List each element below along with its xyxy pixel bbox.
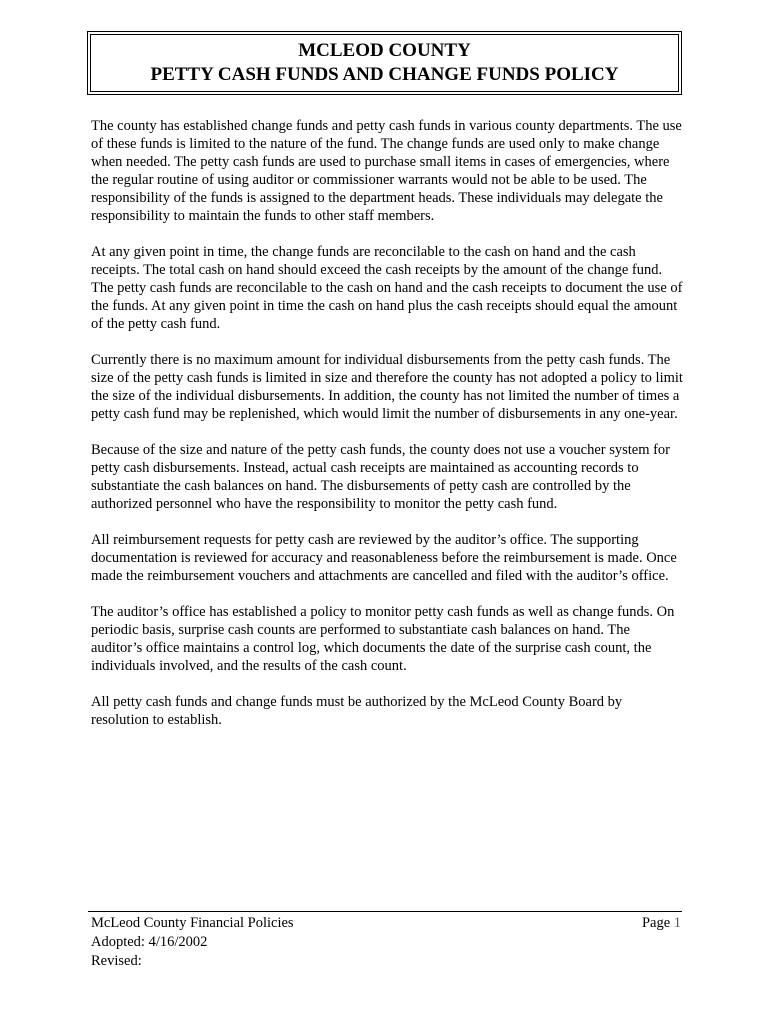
paragraph-reconciliation: At any given point in time, the change funds are reconcilable to the cash on hand and the cash receipts. The total cash on hand should exceed the cash receipts by the amount of the change fund. The petty cash funds are reconcilable to the cash on hand and the cash receipts to document the use of the funds. At any given point in time the cash on hand plus the cash receipts should equal the amount of the petty cash fund. <box>91 244 683 332</box>
page-number: 1 <box>673 915 681 931</box>
footer-row-top <box>91 914 681 933</box>
title-policy: PETTY CASH FUNDS AND CHANGE FUNDS POLICY <box>150 64 619 85</box>
paragraph-monitoring: The auditor’s office has established a policy to monitor petty cash funds as well as change funds. On periodic basis, surprise cash counts are performed to substantiate cash balances on hand. The auditor’s office maintains a control log, which documents the date of the surprise cash count, the individuals involved, and the results of the cash count. <box>91 604 675 674</box>
policy-body <box>91 117 683 747</box>
paragraph-voucher-system: Because of the size and nature of the petty cash funds, the county does not use a voucher system for petty cash disbursements. Instead, actual cash receipts are maintained as accounting records to substantiate the cash balances on hand. The disbursements of petty cash are controlled by the authorized personnel who have the responsibility to monitor the petty cash fund. <box>91 442 671 512</box>
paragraph-fund-overview: The county has established change funds and petty cash funds in various county departments. The use of these funds is limited to the nature of the fund. The change funds are used only to make change when needed. The petty cash funds are used to purchase small items in cases of emergencies, where the regular routine of using auditor or commissioner warrants would not be able to be used. The responsibility of the funds is assigned to the department heads. These individuals may delegate the responsibility to maintain the funds to other staff members. <box>91 118 682 224</box>
title-box-inner <box>90 34 679 92</box>
footer-policy-name: McLeod County Financial Policies <box>91 915 294 931</box>
paragraph-authorization: All petty cash funds and change funds must be authorized by the McLeod County Board by resolution to establish. <box>91 694 623 728</box>
paragraph-reimbursement-review: All reimbursement requests for petty cash are reviewed by the auditor’s office. The supporting documentation is reviewed for accuracy and reasonableness before the reimbursement is made. Once made the reimbursement vouchers and attachments are cancelled and filed with the auditor’s office. <box>91 532 677 584</box>
footer-adopted-date: Adopted: 4/16/2002 <box>91 934 208 950</box>
title-county: MCLEOD COUNTY <box>298 40 471 61</box>
page-label: Page <box>641 915 671 931</box>
page-footer <box>91 914 681 971</box>
footer-revised-date: Revised: <box>91 953 142 969</box>
page-number-label <box>642 914 681 933</box>
title-box <box>87 31 682 95</box>
footer-divider <box>88 911 682 912</box>
paragraph-disbursement-limits: Currently there is no maximum amount for individual disbursements from the petty cash funds. The size of the petty cash funds is limited in size and therefore the county has not adopted a policy to limit the size of the individual disbursements. In addition, the county has not limited the number of times a petty cash fund may be replenished, which would limit the number of disbursements in any one-year. <box>91 352 683 422</box>
